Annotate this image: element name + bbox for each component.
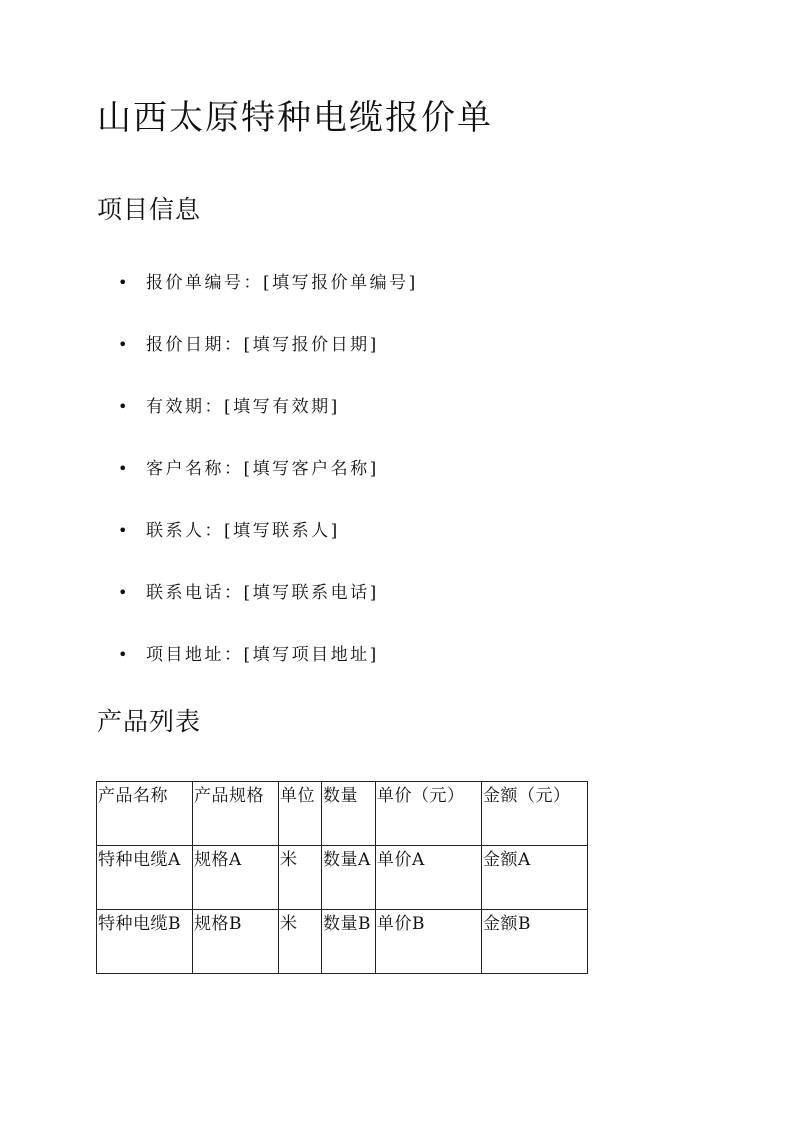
table-header-row <box>97 782 588 846</box>
cell-quantity: 数量A <box>322 846 376 910</box>
info-value: [填写联系人] <box>224 521 340 541</box>
info-label: 有效期： <box>146 397 224 417</box>
info-label: 客户名称： <box>146 459 244 479</box>
product-table <box>96 781 588 974</box>
bullet-icon: • <box>118 335 130 354</box>
info-item-quote-number <box>118 268 418 298</box>
column-header-quantity: 数量 <box>322 782 376 846</box>
info-value: [填写报价日期] <box>243 335 379 355</box>
cell-unit: 米 <box>279 846 322 910</box>
info-item-contact-person <box>118 516 340 546</box>
column-header-product-name: 产品名称 <box>97 782 193 846</box>
info-label: 联系人： <box>146 521 224 541</box>
info-label: 项目地址： <box>146 645 244 665</box>
bullet-icon: • <box>118 521 130 540</box>
project-info-heading: 项目信息 <box>97 195 202 224</box>
cell-product-name: 特种电缆B <box>97 910 193 974</box>
cell-unit-price: 单价A <box>376 846 482 910</box>
cell-amount: 金额B <box>482 910 588 974</box>
column-header-amount: 金额（元） <box>482 782 588 846</box>
info-item-project-address <box>118 640 379 670</box>
table-row <box>97 846 588 910</box>
product-list-heading: 产品列表 <box>97 707 202 736</box>
info-label: 联系电话： <box>146 583 244 603</box>
cell-unit-price: 单价B <box>376 910 482 974</box>
bullet-icon: • <box>118 273 130 292</box>
info-value: [填写有效期] <box>224 397 340 417</box>
cell-quantity: 数量B <box>322 910 376 974</box>
bullet-icon: • <box>118 645 130 664</box>
info-item-validity <box>118 392 340 422</box>
bullet-icon: • <box>118 397 130 416</box>
cell-amount: 金额A <box>482 846 588 910</box>
info-item-quote-date <box>118 330 379 360</box>
column-header-product-spec: 产品规格 <box>193 782 279 846</box>
info-value: [填写联系电话] <box>243 583 379 603</box>
table-row <box>97 910 588 974</box>
cell-unit: 米 <box>279 910 322 974</box>
document-title: 山西太原特种电缆报价单 <box>97 98 493 138</box>
bullet-icon: • <box>118 459 130 478</box>
info-item-contact-phone <box>118 578 379 608</box>
info-item-customer-name <box>118 454 379 484</box>
info-label: 报价日期： <box>146 335 244 355</box>
column-header-unit-price: 单价（元） <box>376 782 482 846</box>
info-value: [填写项目地址] <box>243 645 379 665</box>
info-value: [填写报价单编号] <box>263 273 418 293</box>
cell-product-spec: 规格B <box>193 910 279 974</box>
cell-product-name: 特种电缆A <box>97 846 193 910</box>
info-value: [填写客户名称] <box>243 459 379 479</box>
info-label: 报价单编号： <box>146 273 263 293</box>
cell-product-spec: 规格A <box>193 846 279 910</box>
column-header-unit: 单位 <box>279 782 322 846</box>
bullet-icon: • <box>118 583 130 602</box>
